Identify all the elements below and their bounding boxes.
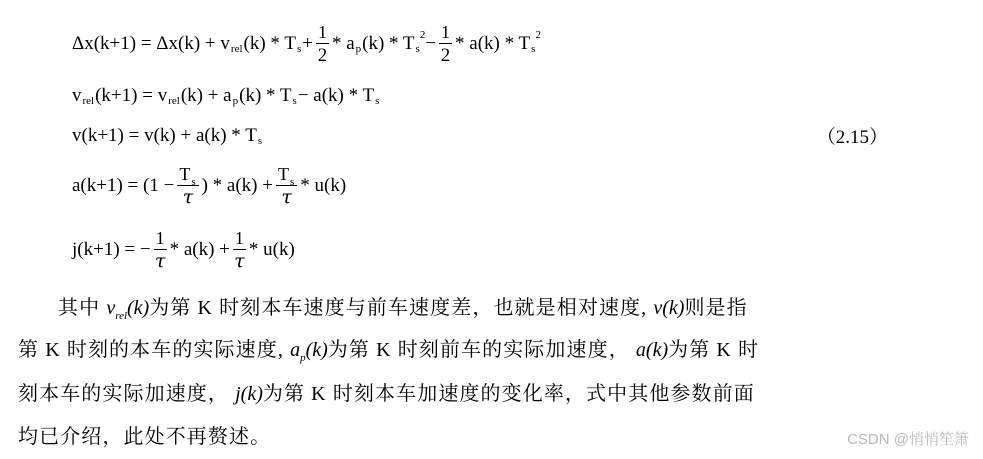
eq4-ts-over-tau-1: $\frac{T_s}{\tau}$	[177, 165, 198, 207]
equation-v-rel: v rel (k+1) = v rel (k) + a p (k) * T s − a(k) * T s	[72, 85, 380, 107]
equation-number: （2.15）	[816, 127, 888, 148]
eq1-sub-p: p	[355, 43, 362, 55]
csdn-watermark: CSDN @悄悄笙箫	[847, 431, 969, 448]
eq1-term2: * a	[331, 33, 355, 54]
eq1-sub-s: s	[296, 43, 302, 55]
eq1-sub-rel: rel	[230, 43, 243, 55]
eq5-one-over-tau-1: $\frac{1}{\tau}$	[154, 228, 166, 272]
eq1-plus: +	[302, 33, 313, 54]
paragraph-line-4: 均已介绍，此处不再赘述。	[18, 426, 272, 448]
eq1-term4: * a(k) * T	[455, 33, 531, 54]
eq1-lhs: Δx(k+1) = Δx(k) + v	[72, 33, 230, 54]
eq1-sup2: 2	[419, 29, 426, 41]
equation-delta-x: Δx(k+1) = Δx(k) + v rel (k) * T s + $\frac{1}{2}$ * a p (k) * T s 2 − $\frac{1}{2}$ * a(k) * T s 2	[72, 22, 541, 66]
eq1-minus: −	[425, 33, 437, 54]
eq4-ts-over-tau-2: $\frac{T_s}{\tau}$	[276, 165, 297, 207]
paragraph-line-1: 其中 $v_{rel}(k)$为第 K 时刻本车速度与前车速度差，也就是相对速度, v(k)则是指	[58, 297, 748, 322]
paragraph-line-3: 刻本车的实际加速度， j(k)为第 K 时刻本车加速度的变化率，式中其他参数前面	[18, 383, 755, 405]
eq1-half-fraction: $\frac{1}{2}$	[317, 22, 328, 66]
equation-j: j(k+1) = − $\frac{1}{\tau}$ * a(k) + $\frac{1}{\tau}$ * u(k)	[72, 228, 295, 272]
eq1-half-fraction-2: $\frac{1}{2}$	[440, 22, 451, 66]
eq1-term3: (k) * T	[362, 33, 415, 54]
eq1-term1: (k) * T	[243, 33, 296, 54]
paragraph-line-2: 第 K 时刻的本车的实际速度, $a_p(k)$为第 K 时刻前车的实际加速度， a(k)为第 K 时	[18, 339, 760, 364]
equation-v: v(k+1) = v(k) + a(k) * T s	[72, 125, 263, 147]
eq5-one-over-tau-2: $\frac{1}{\tau}$	[234, 228, 245, 272]
equation-a: a(k+1) = (1 − $\frac{T_s}{\tau}$ ) * a(k) + $\frac{T_s}{\tau}$ * u(k)	[72, 164, 347, 208]
